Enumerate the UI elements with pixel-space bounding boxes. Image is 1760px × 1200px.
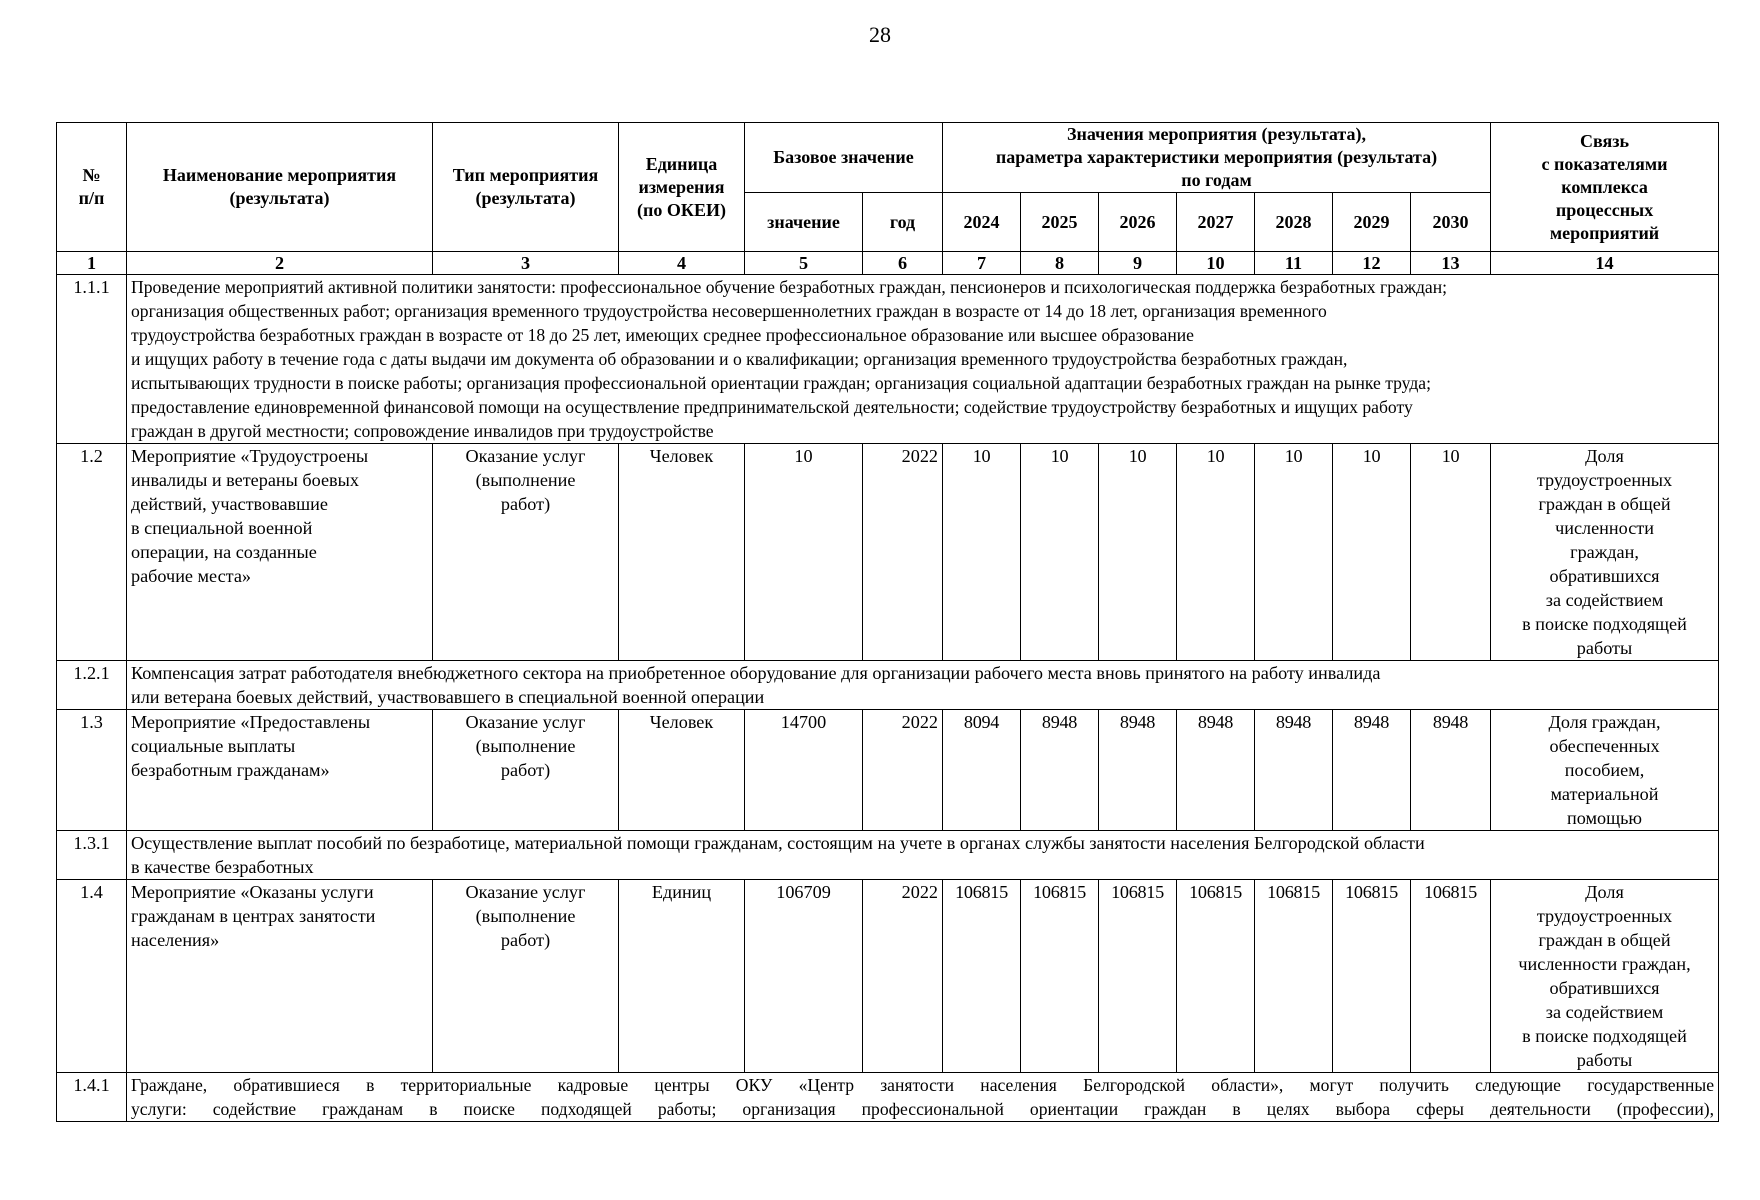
header-base-value: значение	[745, 193, 863, 252]
header-year: 2026	[1099, 193, 1177, 252]
table-row-1-4	[57, 880, 1719, 1073]
text-line: предоставление единовременной финансовой помощи на осуществление предпринимательской деятельности; содействие трудоустройству безработных и ищущих работу	[131, 397, 1413, 417]
row-number: 1.2	[57, 444, 127, 661]
text-line: за содействием	[1545, 590, 1664, 610]
year-value: 8948	[1255, 710, 1333, 831]
table-row-1-2	[57, 444, 1719, 661]
header-base-year: год	[863, 193, 943, 252]
text-line: численности граждан,	[1518, 954, 1691, 974]
base-year: 2022	[863, 710, 943, 831]
text-line: трудоустроенных	[1536, 470, 1673, 490]
column-number: 6	[863, 252, 943, 275]
year-value: 8948	[1333, 710, 1411, 831]
header-link	[1491, 123, 1719, 252]
table-row-1-4-1	[57, 1073, 1719, 1122]
base-year: 2022	[863, 444, 943, 661]
indicator-link	[1491, 444, 1719, 661]
year-value: 10	[1255, 444, 1333, 661]
text-line: Граждане, обратившиеся в территориальные кадровые центры ОКУ «Центр занятости населения Белгородской области», могут получить следующие государственные	[131, 1075, 1715, 1095]
text-line: пособием,	[1564, 760, 1645, 780]
measures-table-wrapper	[56, 122, 1718, 1122]
text-line: в поиске подходящей	[1522, 1026, 1687, 1046]
year-value: 106815	[1333, 880, 1411, 1073]
year-value: 10	[1177, 444, 1255, 661]
column-number: 11	[1255, 252, 1333, 275]
text-line: в качестве безработных	[131, 857, 314, 877]
row-number: 1.2.1	[57, 661, 127, 710]
year-value: 10	[1411, 444, 1491, 661]
measure-type	[433, 880, 619, 1073]
page-number: 28	[869, 22, 891, 47]
column-number: 9	[1099, 252, 1177, 275]
year-value: 106815	[1021, 880, 1099, 1073]
text-line: в поиске подходящей	[1522, 614, 1687, 634]
measure-name	[127, 444, 433, 661]
header-unit-text: Единица измерения (по ОКЕИ)	[637, 153, 726, 220]
text-line: трудоустройства безработных граждан в возрасте от 18 до 25 лет, имеющих среднее профессиональное образование или высшее образование	[131, 325, 1194, 345]
text-line: населения»	[131, 930, 220, 950]
measure-unit: Единиц	[619, 880, 745, 1073]
measure-unit: Человек	[619, 444, 745, 661]
text-line: инвалиды и ветераны боевых	[131, 470, 359, 490]
header-base	[745, 123, 943, 193]
header-name-text: Наименование мероприятия (результата)	[162, 165, 397, 208]
row-number: 1.4	[57, 880, 127, 1073]
text-line: работ)	[500, 760, 551, 780]
text-line: численности	[1555, 518, 1654, 538]
text-line: обратившихся	[1549, 978, 1660, 998]
text-line: Доля	[1585, 446, 1624, 466]
text-line: испытывающих трудности в поиске работы; организация профессиональной ориентации граждан; организация социальной адаптации безработных граждан на рынке труда;	[131, 373, 1431, 393]
text-line: Оказание услуг	[465, 712, 586, 732]
row-number: 1.3	[57, 710, 127, 831]
text-line: граждан в общей	[1538, 494, 1671, 514]
column-number: 2	[127, 252, 433, 275]
header-num	[57, 123, 127, 252]
header-row-top	[57, 123, 1719, 193]
text-line: Проведение мероприятий активной политики занятости: профессиональное обучение безработных граждан, пенсионеров и психологическая поддержка безработных граждан;	[131, 277, 1448, 297]
year-value: 106815	[1411, 880, 1491, 1073]
table-row-1-2-1	[57, 661, 1719, 710]
measure-name	[127, 880, 433, 1073]
header-year: 2025	[1021, 193, 1099, 252]
measure-type	[433, 444, 619, 661]
year-value: 8948	[1099, 710, 1177, 831]
subitem-description	[127, 831, 1719, 880]
column-number: 8	[1021, 252, 1099, 275]
table-row-1-3-1	[57, 831, 1719, 880]
column-numbers-row	[57, 252, 1719, 275]
text-line: операции, на созданные	[131, 542, 317, 562]
year-value: 10	[943, 444, 1021, 661]
text-line: (выполнение	[475, 470, 576, 490]
header-name	[127, 123, 433, 252]
header-values	[943, 123, 1491, 193]
measure-type	[433, 710, 619, 831]
text-line: граждан в другой местности; сопровождение инвалидов при трудоустройстве	[131, 421, 714, 441]
column-number: 14	[1491, 252, 1719, 275]
text-line: трудоустроенных	[1536, 906, 1673, 926]
indicator-link	[1491, 710, 1719, 831]
header-num-text: № п/п	[78, 165, 105, 208]
year-value: 8094	[943, 710, 1021, 831]
text-line: или ветерана боевых действий, участвовавшего в специальной военной операции	[131, 687, 765, 707]
column-number: 1	[57, 252, 127, 275]
text-line: Мероприятие «Оказаны услуги	[131, 882, 374, 902]
header-year: 2030	[1411, 193, 1491, 252]
table-row-1-1-1	[57, 275, 1719, 444]
column-number: 10	[1177, 252, 1255, 275]
indicator-link	[1491, 880, 1719, 1073]
year-value: 106815	[1177, 880, 1255, 1073]
header-values-text: Значения мероприятия (результата), параметра характеристики мероприятия (результата) по годам	[995, 124, 1438, 190]
year-value: 106815	[1099, 880, 1177, 1073]
base-value: 106709	[745, 880, 863, 1073]
subitem-description	[127, 1073, 1719, 1122]
year-value: 8948	[1411, 710, 1491, 831]
header-year: 2029	[1333, 193, 1411, 252]
year-value: 106815	[943, 880, 1021, 1073]
text-line: в специальной военной	[131, 518, 313, 538]
text-line: Оказание услуг	[465, 446, 586, 466]
subitem-description	[127, 661, 1719, 710]
text-line: обратившихся	[1549, 566, 1660, 586]
header-unit	[619, 123, 745, 252]
measures-table	[56, 122, 1719, 1122]
text-line: работы	[1576, 638, 1633, 658]
text-line: (выполнение	[475, 736, 576, 756]
column-number: 7	[943, 252, 1021, 275]
measure-name	[127, 710, 433, 831]
text-line: гражданам в центрах занятости	[131, 906, 376, 926]
base-year: 2022	[863, 880, 943, 1073]
year-value: 8948	[1021, 710, 1099, 831]
text-line: рабочие места»	[131, 566, 251, 586]
text-line: помощью	[1567, 808, 1642, 828]
year-value: 8948	[1177, 710, 1255, 831]
text-line: материальной	[1550, 784, 1659, 804]
text-line: Мероприятие «Трудоустроены	[131, 446, 369, 466]
text-line: безработным гражданам»	[131, 760, 330, 780]
text-line: работы	[1576, 1050, 1633, 1070]
year-value: 10	[1021, 444, 1099, 661]
header-year: 2028	[1255, 193, 1333, 252]
base-value: 10	[745, 444, 863, 661]
text-line: и ищущих работу в течение года с даты выдачи им документа об образовании и о квалификации; организация временного трудоустройства безработных граждан,	[131, 349, 1348, 369]
column-number: 5	[745, 252, 863, 275]
header-type-text: Тип мероприятия (результата)	[452, 165, 599, 208]
year-value: 10	[1333, 444, 1411, 661]
text-line: действий, участвовавшие	[131, 494, 328, 514]
header-link-text: Связь с показателями комплекса процессных мероприятий	[1541, 130, 1668, 243]
measure-unit: Человек	[619, 710, 745, 831]
header-type	[433, 123, 619, 252]
row-number: 1.1.1	[57, 275, 127, 444]
text-line: услуги: содействие гражданам в поиске подходящей работы; организация профессиональной ориентации граждан в целях выбора сферы деятельности (профессии),	[131, 1099, 1715, 1119]
header-year: 2027	[1177, 193, 1255, 252]
header-base-text: Базовое значение	[773, 147, 914, 167]
text-line: Осуществление выплат пособий по безработице, материальной помощи гражданам, состоящим на учете в органах службы занятости населения Белгородской области	[131, 833, 1425, 853]
text-line: Доля	[1585, 882, 1624, 902]
row-number: 1.4.1	[57, 1073, 127, 1122]
text-line: работ)	[500, 930, 551, 950]
text-line: Компенсация затрат работодателя внебюджетного сектора на приобретенное оборудование для организации рабочего места вновь принятого на работу инвалида	[131, 663, 1381, 683]
text-line: граждан в общей	[1538, 930, 1671, 950]
column-number: 3	[433, 252, 619, 275]
year-value: 10	[1099, 444, 1177, 661]
column-number: 12	[1333, 252, 1411, 275]
text-line: Оказание услуг	[465, 882, 586, 902]
year-value: 106815	[1255, 880, 1333, 1073]
text-line: за содействием	[1545, 1002, 1664, 1022]
column-number: 13	[1411, 252, 1491, 275]
base-value: 14700	[745, 710, 863, 831]
subitem-description	[127, 275, 1719, 444]
table-row-1-3	[57, 710, 1719, 831]
text-line: организация общественных работ; организация временного трудоустройства несовершеннолетних граждан в возрасте от 14 до 18 лет, организация временного	[131, 301, 1327, 321]
text-line: граждан,	[1570, 542, 1639, 562]
text-line: социальные выплаты	[131, 736, 296, 756]
text-line: Мероприятие «Предоставлены	[131, 712, 371, 732]
text-line: Доля граждан,	[1548, 712, 1661, 732]
text-line: работ)	[500, 494, 551, 514]
column-number: 4	[619, 252, 745, 275]
text-line: (выполнение	[475, 906, 576, 926]
row-number: 1.3.1	[57, 831, 127, 880]
text-line: обеспеченных	[1549, 736, 1660, 756]
header-year: 2024	[943, 193, 1021, 252]
